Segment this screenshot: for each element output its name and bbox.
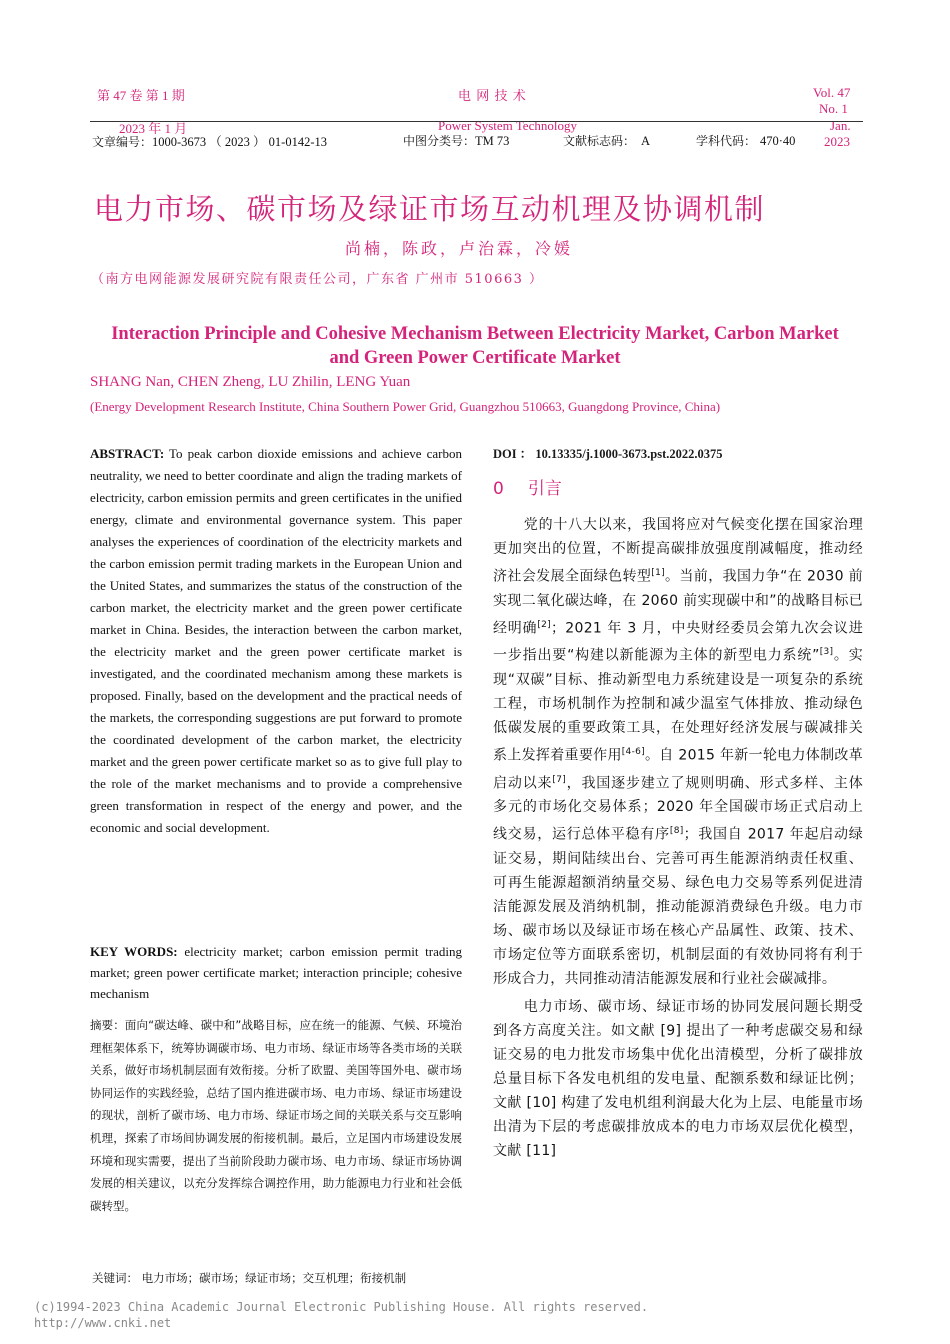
journal-name-en: Power System Technology: [438, 118, 577, 133]
section-title: 引言: [527, 479, 562, 499]
keywords-en-label: KEY WORDS:: [90, 944, 178, 959]
abstract-cn: [90, 1014, 462, 1217]
volume-issue-cn: 第 47 卷 第 1 期: [97, 88, 185, 103]
keywords-en-text: electricity market; carbon emission permit trading market; green power certificate market; interaction principle; cohesive mechanism: [90, 944, 462, 1001]
document-code-label: 文献标志码：: [563, 134, 636, 148]
abstract-cn-label: 摘要：: [90, 1018, 125, 1032]
clc-value: TM 73: [475, 134, 510, 148]
year-month-cn: 2023 年 1 月: [119, 121, 188, 136]
paragraph-1-part-c: ；2021 年 3 月，中央财经委员会第九次会议进一步指出要“构建以新能源为主体的新型电力系统”: [493, 620, 863, 664]
keywords-en: [90, 941, 462, 1004]
citation-5: [7]: [552, 774, 567, 785]
paragraph-1-part-e: 。自 2015 年新一轮电力体制改革启动以来: [493, 747, 863, 792]
affiliation-en: (Energy Development Research Institute, China Southern Power Grid, Guangzhou 510663, Guangdong Province, China): [90, 399, 721, 414]
abstract-en-label: ABSTRACT:: [90, 446, 165, 461]
abstract-cn-text: 面向“碳达峰、碳中和”战略目标，应在统一的能源、气候、环境治理框架体系下，统筹协调碳市场、电力市场、绿证市场等各类市场的关联关系，做好市场机制层面有效衔接。分析了欧盟、美国等国外电、碳市场协同运作的实践经验，总结了国内推进碳市场、电力市场、绿证市场建设的现状，剖析了碳市场、电力市场、绿证市场之间的关联关系与交互影响机理，探索了市场间协调发展的衔接机制。最后，立足国内市场建设发展环境和现实需要，提出了当前阶段助力碳市场、电力市场、绿证市场协调发展的相关建议，以充分发挥综合调控作用，助力能源电力行业和社会低碳转型。: [90, 1018, 462, 1213]
journal-name-cn: 电 网 技 术: [458, 88, 527, 103]
citation-2: [2]: [537, 619, 551, 630]
paragraph-1: [493, 513, 863, 991]
clc-label: 中图分类号：: [403, 134, 476, 148]
issue-en: No. 1: [819, 101, 848, 116]
authors-en: SHANG Nan, CHEN Zheng, LU Zhilin, LENG Yuan: [90, 374, 411, 390]
subject-code: [696, 132, 795, 149]
article-number-label: 文章编号：: [92, 135, 153, 149]
paragraph-1-part-b: 。当前，我国力争“在 2030 前实现二氧化碳达峰，在 2060 前实现碳中和”的战略目标已经明确: [493, 568, 863, 637]
section-heading: [493, 474, 562, 499]
doi: DOI ： 10.13335/j.1000-3673.pst.2022.0375: [493, 447, 723, 461]
keywords-cn: [92, 1268, 462, 1289]
paragraph-2: 电力市场、碳市场、绿证市场的协同发展问题长期受到各方高度关注。如文献 [9] 提出了一种考虑碳交易和绿证交易的电力批发市场集中优化出清模型，分析了碳排放总量目标下各发电机组的发电量、配额系数和绿证比例；文献 [10] 构建了发电机组利润最大化为上层、电能量市场出清为下层的考虑碳排放成本的电力市场双层优化模型，文献 [11]: [493, 998, 863, 1159]
title-en-line1: Interaction Principle and Cohesive Mechanism Between Electricity Market, Carbon Market: [111, 324, 839, 344]
title-en-line2: and Green Power Certificate Market: [329, 348, 621, 368]
keywords-cn-text: 电力市场；碳市场；绿证市场；交互机理；衔接机制: [138, 1271, 407, 1285]
section-number: 0: [493, 479, 504, 499]
keywords-cn-label: 关键词：: [92, 1271, 138, 1285]
copyright-footer: (c)1994-2023 China Academic Journal Electronic Publishing House. All rights reserved.: [34, 1300, 649, 1314]
title-en: [60, 322, 890, 370]
document-code-value: A: [641, 134, 651, 148]
paragraph-1-part-d: 。实现“双碳”目标、推动新型电力系统建设是一项复杂的系统工程，市场机制作为控制和减少温室气体排放、推动绿色低碳发展的重要政策工具，在处理好经济发展与碳减排关系上发挥着重要作用: [493, 647, 863, 764]
header-rule: [90, 121, 863, 122]
affiliation-cn: （南方电网能源发展研究院有限责任公司，广东省 广州市 510663 ）: [91, 272, 544, 287]
abstract-en: [90, 443, 462, 839]
cnki-link[interactable]: http://www.cnki.net: [34, 1316, 172, 1330]
volume-en: Vol. 47: [813, 85, 851, 100]
title-cn: 电力市场、碳市场及绿证市场互动机理及协调机制: [94, 192, 766, 226]
month-en: Jan.: [830, 118, 851, 133]
authors-cn: 尚楠，陈政，卢治霖，冷媛: [345, 239, 574, 258]
paragraph-1-part-f: ，我国逐步建立了规则明确、形式多样、主体多元的市场化交易体系；2020 年全国碳市场正式启动上线交易，运行总体平稳有序: [493, 775, 863, 843]
citation-4: [4-6]: [621, 746, 645, 757]
introduction-body: [493, 513, 863, 1323]
clc-number: [403, 132, 509, 149]
year-en: 2023: [824, 134, 850, 149]
article-number-value: 1000-3673 （ 2023 ） 01-0142-13: [152, 135, 328, 149]
subject-code-value: 470·40: [760, 134, 796, 148]
citation-6: [8]: [669, 826, 684, 837]
paragraph-1-part-g: ；我国自 2017 年起启动绿证交易，期间陆续出台、完善可再生能源消纳责任权重、可再生能源超额消纳量交易、绿色电力交易等系列促进清洁能源发展及消纳机制，推动能源消费绿色升级。电力市场、碳市场以及绿证市场在核心产品属性、政策、技术、市场定位等方面联系密切，机制层面的有效协同将有利于形成合力，共同推动清洁能源发展和行业社会碳减排。: [493, 826, 863, 987]
subject-code-label: 学科代码：: [696, 134, 757, 148]
paragraph-1-part-a: 党的十八大以来，我国将应对气候变化摆在国家治理更加突出的位置，不断提高碳排放强度削减幅度，推动经济社会发展全面绿色转型: [493, 517, 863, 585]
abstract-en-text: To peak carbon dioxide emissions and achieve carbon neutrality, we need to better coordinate and align the trading markets of electricity, carbon emission permits and green certificates in the unified energy, climate and environmental governance system. This paper analyses the experiences of coordination of the electricity markets and the carbon emission permit trading markets in the European Union and the United States, and summarizes the status of the construction of the carbon market, the electricity market and the green power certificate market in China. Besides, the interaction between the carbon market, the electricity market and the green power certificate market is investigated, and the coordinated mechanism among these markets is proposed. Finally, based on the development and the practical needs of the markets, the corresponding suggestions are put forward to promote the coordinated development of the carbon market, the electricity market and the green power certificate market so as to give full play to the role of the market mechanisms and to provide a comprehensive green transformation in respect of the energy and power, and the economic and social development.: [90, 446, 462, 835]
citation-3: [3]: [819, 647, 834, 658]
citation-1: [1]: [651, 568, 665, 578]
article-number: [92, 132, 327, 150]
document-code: [563, 132, 650, 149]
